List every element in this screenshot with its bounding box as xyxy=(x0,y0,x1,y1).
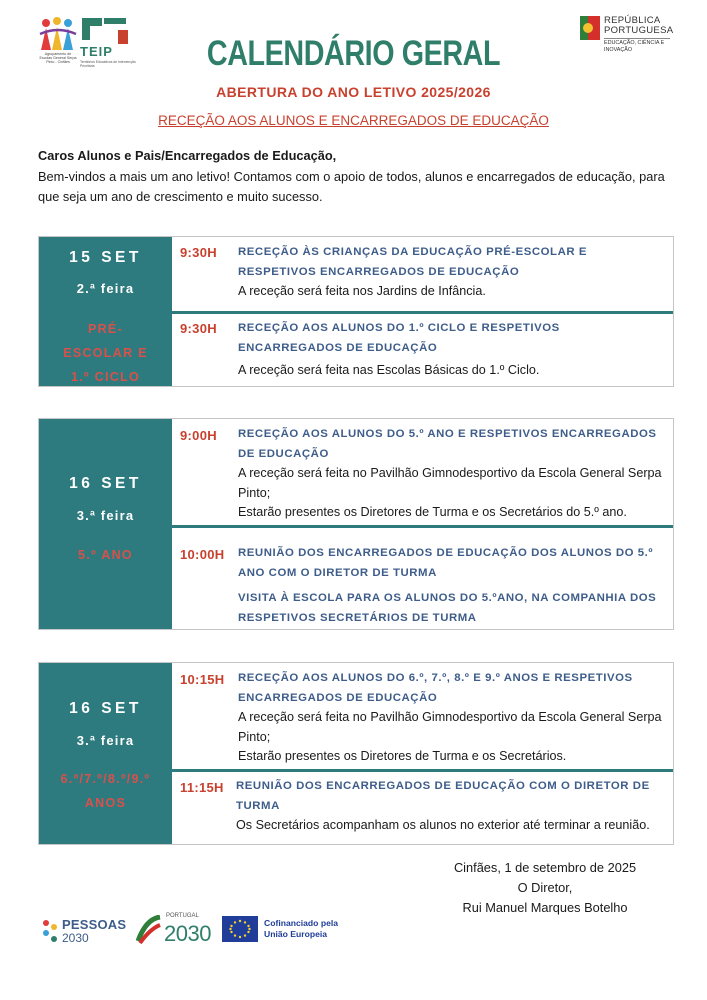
signature-role: O Diretor, xyxy=(517,880,573,895)
schedule-weekday: 2.ª feira xyxy=(76,281,135,296)
entry-title: REUNIÃO DOS ENCARREGADOS DE EDUCAÇÃO COM O DIRETOR DE TURMA xyxy=(236,780,650,812)
entry-time: 10:15H xyxy=(180,672,225,687)
schedule-sidebar xyxy=(39,237,172,386)
schedule-group: 6.º/7.º/8.º/9.º ANOS xyxy=(60,772,151,810)
entry-content xyxy=(238,668,667,767)
signature xyxy=(420,858,670,918)
pessoas-word: PESSOAS xyxy=(62,917,127,932)
entry-title: RECEÇÃO ÀS CRIANÇAS DA EDUCAÇÃO PRÉ-ESCOLAR E RESPETIVOS ENCARREGADOS DE EDUCAÇÃO xyxy=(238,246,587,278)
entry-time: 10:00H xyxy=(180,547,225,562)
entry-time: 9:30H xyxy=(180,321,217,336)
funding-logos xyxy=(40,913,360,949)
schedule-block-1 xyxy=(38,236,674,387)
entry-time: 11:15H xyxy=(180,780,224,795)
eu-cofinancing-text: Cofinanciado pela União Europeia xyxy=(264,918,339,939)
portugal-number: 2030 xyxy=(164,921,211,946)
portugal-label: PORTUGAL xyxy=(166,913,199,919)
schedule-entry xyxy=(172,525,673,631)
schedule-date: 16 SET xyxy=(69,700,142,717)
schedule-entry xyxy=(172,237,673,311)
entry-title: RECEÇÃO AOS ALUNOS DO 5.º ANO E RESPETIVOS ENCARREGADOS DE EDUCAÇÃO xyxy=(238,428,657,460)
entry-title: RECEÇÃO AOS ALUNOS DO 1.º CICLO E RESPETIVOS ENCARREGADOS DE EDUCAÇÃO xyxy=(238,322,560,354)
pessoas-2030-logo xyxy=(40,915,127,947)
entry-description: A receção será feita nos Jardins de Infância. xyxy=(238,284,486,298)
portugal-2030-logo xyxy=(136,913,210,947)
entry-description: A receção será feita no Pavilhão Gimnodesportivo da Escola General Serpa Pinto; xyxy=(238,710,662,744)
schedule-group: PRÉ-ESCOLAR E 1.º CICLO xyxy=(63,322,148,384)
teip-logo-subtext: Territórios Educativos de Intervenção Prioritária xyxy=(80,60,136,68)
schedule-date: 16 SET xyxy=(69,475,142,492)
schedule-group: 5.º ANO xyxy=(78,548,133,562)
schedule-date: 15 SET xyxy=(69,249,142,266)
schedule-weekday: 3.ª feira xyxy=(76,508,135,523)
entry-description-2: Estarão presentes os Diretores de Turma e os Secretários do 5.º ano. xyxy=(238,505,627,519)
eu-flag-icon xyxy=(222,916,258,942)
entry-description: A receção será feita nas Escolas Básicas do 1.º Ciclo. xyxy=(238,363,540,377)
schedule-entry xyxy=(172,419,673,525)
signature-place-date: Cinfães, 1 de setembro de 2025 xyxy=(453,860,637,875)
schedule-entry xyxy=(172,311,673,388)
schedule-entry xyxy=(172,769,673,846)
pessoas-number: 2030 xyxy=(62,931,89,945)
entry-content xyxy=(238,424,667,523)
teip-logo-word: TEIP xyxy=(80,44,113,59)
schedule-sidebar xyxy=(39,663,172,844)
page-subtitle: ABERTURA DO ANO LETIVO 2025/2026 xyxy=(216,84,491,100)
schedule-weekday: 3.ª feira xyxy=(76,733,135,748)
republica-ministry: EDUCAÇÃO, CIÊNCIA E INOVAÇÃO xyxy=(604,40,665,53)
entry-time: 9:30H xyxy=(180,245,217,260)
entry-title: REUNIÃO DOS ENCARREGADOS DE EDUCAÇÃO DOS ALUNOS DO 5.º ANO COM O DIRETOR DE TURMA xyxy=(238,547,654,579)
entry-description: Os Secretários acompanham os alunos no exterior até terminar a reunião. xyxy=(236,818,650,832)
signature-name: Rui Manuel Marques Botelho xyxy=(462,900,628,915)
intro-body: Bem-vindos a mais um ano letivo! Contamos com o apoio de todos, alunos e encarregados de educação, para que seja um ano de crescimento e muito sucesso. xyxy=(38,168,665,204)
intro-text xyxy=(38,146,678,208)
schedule-sidebar xyxy=(39,419,172,629)
page-section-heading: RECEÇÃO AOS ALUNOS E ENCARREGADOS DE EDUCAÇÃO xyxy=(158,113,549,128)
entry-content xyxy=(238,242,667,302)
entry-description: A receção será feita no Pavilhão Gimnodesportivo da Escola General Serpa Pinto; xyxy=(238,466,662,500)
agrupamento-logo-text: Agrupamento de Escolas General Serpa Pinto - Cinfães xyxy=(39,52,77,64)
entry-title: RECEÇÃO AOS ALUNOS DO 6.º, 7.º, 8.º E 9.º ANOS E RESPETIVOS ENCARREGADOS DE EDUCAÇÃO xyxy=(238,672,633,704)
schedule-block-2 xyxy=(38,418,674,630)
entry-title-2: VISITA À ESCOLA PARA OS ALUNOS DO 5.ºANO, NA COMPANHIA DOS RESPETIVOS SECRETÁRIOS DE TURMA xyxy=(238,592,657,624)
entry-content xyxy=(238,318,667,381)
page-title: CALENDÁRIO GERAL xyxy=(206,34,501,73)
entry-time: 9:00H xyxy=(180,428,217,443)
eu-cofinancing-logo xyxy=(222,916,362,946)
schedule-block-3 xyxy=(38,662,674,845)
schedule-entry xyxy=(172,663,673,769)
entry-content xyxy=(238,543,667,628)
republica-name: REPÚBLICA PORTUGUESA xyxy=(604,15,674,36)
entry-content xyxy=(236,776,667,836)
entry-description-2: Estarão presentes os Diretores de Turma e os Secretários. xyxy=(238,749,567,763)
intro-greeting: Caros Alunos e Pais/Encarregados de Educação, xyxy=(38,148,337,163)
